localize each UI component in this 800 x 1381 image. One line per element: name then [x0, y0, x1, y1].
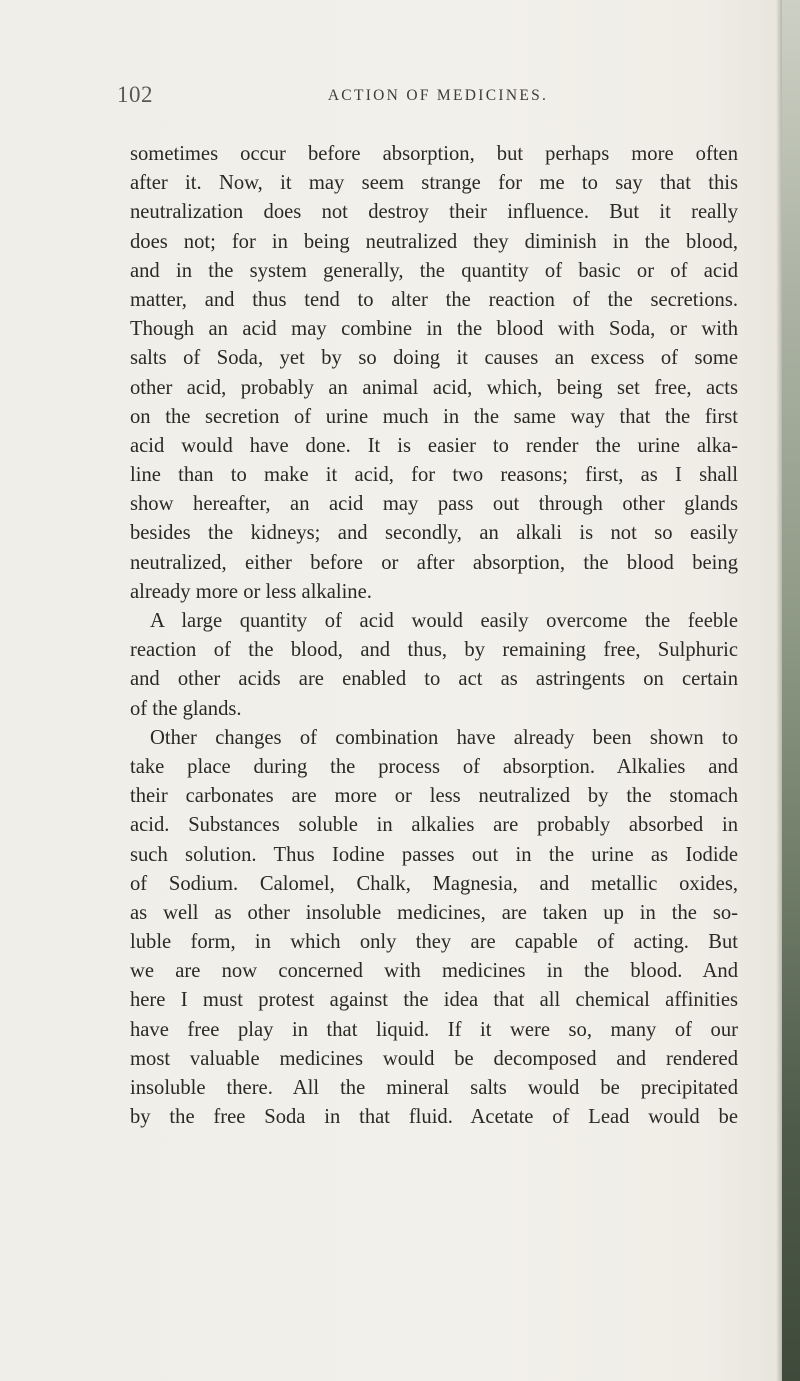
text-line: have free play in that liquid. If it were so, many of our: [130, 1018, 738, 1041]
running-title: ACTION OF MEDICINES.: [327, 87, 549, 104]
text-line: as well as other insoluble medicines, are taken up in the so-: [130, 901, 738, 924]
text-line: Though an acid may combine in the blood with Soda, or with: [130, 318, 738, 341]
page-header: [117, 82, 757, 122]
text-line: after it. Now, it may seem strange for me to say that this: [130, 172, 738, 195]
text-line: neutralization does not destroy their influence. But it really: [130, 201, 738, 224]
text-line: most valuable medicines would be decomposed and rendered: [130, 1047, 738, 1070]
text-line: their carbonates are more or less neutralized by the stomach: [130, 785, 738, 808]
body-text: [130, 140, 738, 1132]
text-line: reaction of the blood, and thus, by remaining free, Sulphuric: [130, 639, 738, 662]
text-line: matter, and thus tend to alter the reaction of the secretions.: [130, 288, 738, 311]
text-line: other acid, probably an animal acid, which, being set free, acts: [130, 376, 738, 399]
text-line: and other acids are enabled to act as astringents on certain: [130, 668, 738, 691]
text-line: besides the kidneys; and secondly, an alkali is not so easily: [130, 522, 738, 545]
text-line: take place during the process of absorption. Alkalies and: [130, 755, 738, 778]
text-line: already more or less alkaline.: [130, 580, 372, 603]
text-line: insoluble there. All the mineral salts would be precipitated: [130, 1077, 738, 1099]
text-line: here I must protest against the idea that all chemical affinities: [130, 989, 738, 1012]
text-line: acid would have done. It is easier to render the urine alka-: [130, 434, 738, 457]
text-line: we are now concerned with medicines in the blood. And: [130, 960, 738, 983]
text-line: on the secretion of urine much in the same way that the first: [130, 405, 738, 428]
text-line: of Sodium. Calomel, Chalk, Magnesia, and metallic oxides,: [130, 872, 738, 895]
text-line: such solution. Thus Iodine passes out in the urine as Iodide: [130, 843, 738, 866]
text-line: and in the system generally, the quantity of basic or of acid: [130, 259, 738, 282]
text-line: salts of Soda, yet by so doing it causes an excess of some: [130, 347, 738, 370]
text-line: acid. Substances soluble in alkalies are probably absorbed in: [130, 814, 738, 837]
text-line: luble form, in which only they are capable of acting. But: [130, 931, 738, 954]
text-line: A large quantity of acid would easily overcome the feeble: [150, 610, 738, 632]
text-line: sometimes occur before absorption, but perhaps more often: [130, 143, 738, 165]
text-line: does not; for in being neutralized they diminish in the blood,: [130, 230, 738, 253]
text-line: of the glands.: [130, 697, 242, 720]
text-line: by the free Soda in that fluid. Acetate of Lead would be: [130, 1106, 738, 1129]
text-line: line than to make it acid, for two reasons; first, as I shall: [130, 464, 738, 487]
text-line: neutralized, either before or after absorption, the blood being: [130, 551, 738, 574]
page-number: 102: [117, 82, 153, 107]
text-line: Other changes of combination have already been shown to: [150, 726, 738, 749]
page-edge-shadow: [782, 0, 800, 1381]
text-line: show hereafter, an acid may pass out through other glands: [130, 493, 738, 516]
